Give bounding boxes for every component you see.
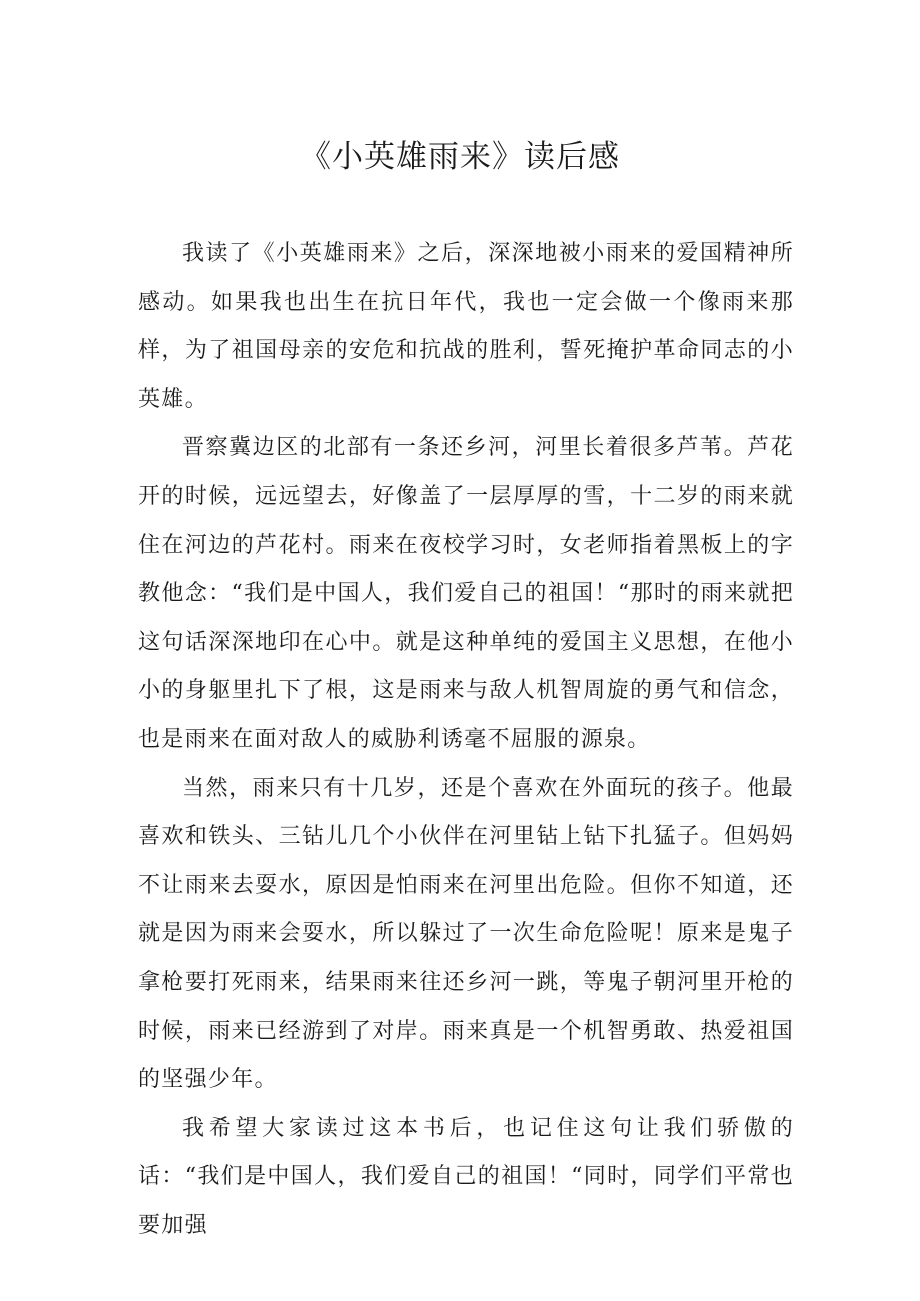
document-title: 《小英雄雨来》读后感 xyxy=(300,139,620,175)
document-body xyxy=(138,230,794,1250)
paragraph-4: 我希望大家读过这本书后，也记住这句让我们骄傲的话：“我们是中国人，我们爱自己的祖国！“同时，同学们平常也要加强 xyxy=(138,1115,794,1238)
paragraph-1: 我读了《小英雄雨来》之后，深深地被小雨来的爱国精神所感动。如果我也出生在抗日年代，我也一定会做一个像雨来那样，为了祖国母亲的安危和抗战的胜利，誓死掩护革命同志的小英雄。 xyxy=(138,241,794,412)
paragraph-3: 当然，雨来只有十几岁，还是个喜欢在外面玩的孩子。他最喜欢和铁头、三钻儿几个小伙伴在河里钻上钻下扎猛子。但妈妈不让雨来去耍水，原因是怕雨来在河里出危险。但你不知道，还就是因为雨来会耍水，所以躲过了一次生命危险呢！原来是鬼子拿枪要打死雨来，结果雨来往还乡河一跳，等鬼子朝河里开枪的时候，雨来已经游到了对岸。雨来真是一个机智勇敢、热爱祖国的坚强少年。 xyxy=(138,775,794,1093)
paragraph-2: 晋察冀边区的北部有一条还乡河，河里长着很多芦苇。芦花开的时候，远远望去，好像盖了一层厚厚的雪，十二岁的雨来就住在河边的芦花村。雨来在夜校学习时，女老师指着黑板上的字教他念：“我们是中国人，我们爱自己的祖国！“那时的雨来就把这句话深深地印在心中。就是这种单纯的爱国主义思想，在他小小的身躯里扎下了根，这是雨来与敌人机智周旋的勇气和信念，也是雨来在面对敌人的威胁利诱毫不屈服的源泉。 xyxy=(138,435,794,752)
